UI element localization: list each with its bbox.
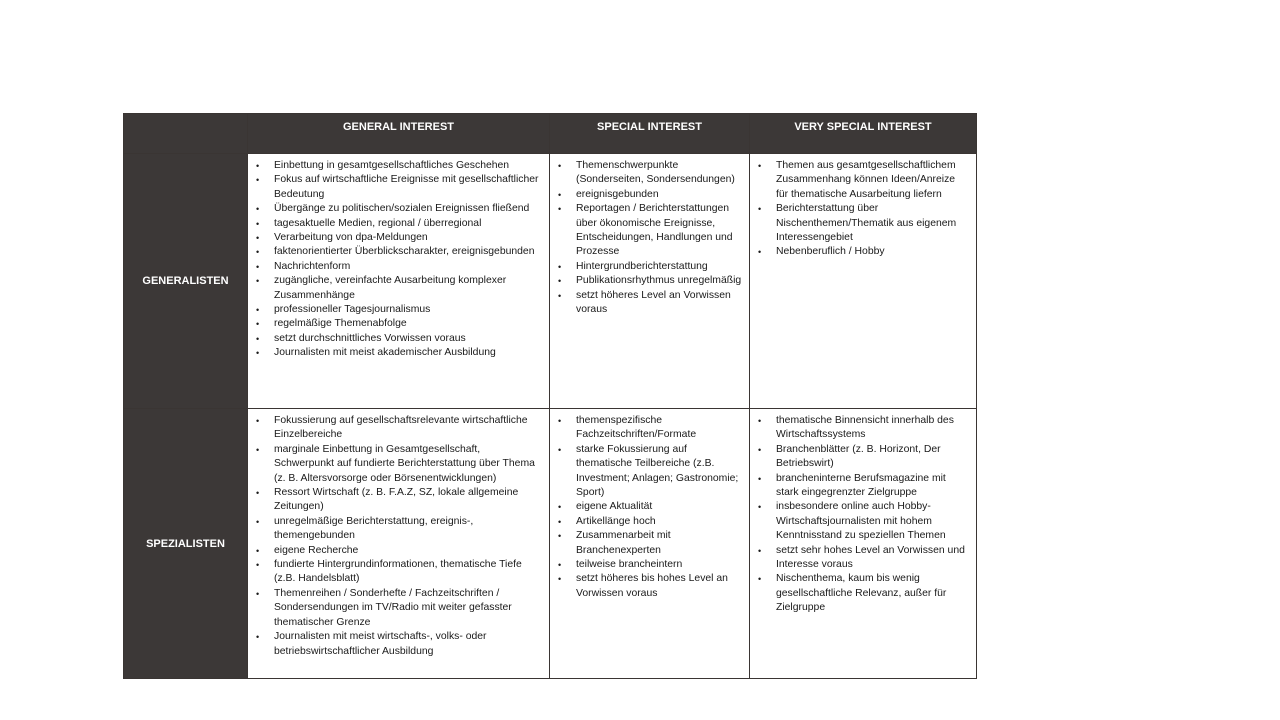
bullet-item: • marginale Einbettung in Gesamtgesellschaft, Schwerpunkt auf fundierte Berichterstattung über Thema (z. B. Altersvorsorge oder Börsenentwicklungen) <box>274 443 543 486</box>
bullet-item: • Themenschwerpunkte (Sonderseiten, Sondersendungen) <box>576 159 743 188</box>
header-row <box>124 114 977 154</box>
bullet-item: • tagesaktuelle Medien, regional / überregional <box>274 217 543 231</box>
bullet-item: • Ressort Wirtschaft (z. B. F.A.Z, SZ, lokale allgemeine Zeitungen) <box>274 486 543 515</box>
cell-spezialisten-very-special <box>750 409 977 679</box>
bullet-item: • setzt sehr hohes Level an Vorwissen und Interesse voraus <box>776 544 970 573</box>
header-general-interest: GENERAL INTEREST <box>248 114 550 154</box>
bullet-item: • insbesondere online auch Hobby-Wirtschaftsjournalisten mit hohem Kenntnisstand zu speziellen Themen <box>776 500 970 543</box>
bullet-item: • eigene Aktualität <box>576 500 743 514</box>
bullet-item: • Übergänge zu politischen/sozialen Ereignissen fließend <box>274 202 543 216</box>
bullet-item: • Hintergrundberichterstattung <box>576 260 743 274</box>
row-label-generalisten: GENERALISTEN <box>124 154 248 409</box>
header-very-special-interest: VERY SPECIAL INTEREST <box>750 114 977 154</box>
bullet-item: • Journalisten mit meist wirtschafts-, volks- oder betriebswirtschaftlicher Ausbildung <box>274 630 543 659</box>
cell-spezialisten-special <box>550 409 750 679</box>
bullet-item: • Journalisten mit meist akademischer Ausbildung <box>274 346 543 360</box>
bullet-item: • starke Fokussierung auf thematische Teilbereiche (z.B. Investment; Anlagen; Gastronomie; Sport) <box>576 443 743 501</box>
bullet-item: • thematische Binnensicht innerhalb des Wirtschaftssystems <box>776 414 970 443</box>
bullet-item: • regelmäßige Themenabfolge <box>274 317 543 331</box>
bullet-item: • eigene Recherche <box>274 544 543 558</box>
bullet-item: • themenspezifische Fachzeitschriften/Formate <box>576 414 743 443</box>
cell-generalisten-general <box>248 154 550 409</box>
bullet-item: • Reportagen / Berichterstattungen über ökonomische Ereignisse, Entscheidungen, Handlungen und Prozesse <box>576 202 743 260</box>
bullet-list <box>550 154 749 317</box>
bullet-item: • Nebenberuflich / Hobby <box>776 245 970 259</box>
bullet-item: • setzt höheres Level an Vorwissen voraus <box>576 289 743 318</box>
bullet-list <box>550 409 749 601</box>
bullet-item: • Einbettung in gesamtgesellschaftliches Geschehen <box>274 159 543 173</box>
bullet-list <box>248 409 549 659</box>
bullet-item: • unregelmäßige Berichterstattung, ereignis-, themengebunden <box>274 515 543 544</box>
cell-spezialisten-general <box>248 409 550 679</box>
row-spezialisten <box>124 409 977 679</box>
bullet-item: • Artikellänge hoch <box>576 515 743 529</box>
bullet-list <box>750 154 976 260</box>
bullet-item: • Themen aus gesamtgesellschaftlichem Zusammenhang können Ideen/Anreize für thematische Ausarbeitung liefern <box>776 159 970 202</box>
bullet-item: • Nachrichtenform <box>274 260 543 274</box>
bullet-item: • fundierte Hintergrundinformationen, thematische Tiefe (z.B. Handelsblatt) <box>274 558 543 587</box>
bullet-item: • Branchenblätter (z. B. Horizont, Der Betriebswirt) <box>776 443 970 472</box>
bullet-item: • Verarbeitung von dpa-Meldungen <box>274 231 543 245</box>
bullet-list <box>750 409 976 616</box>
bullet-item: • faktenorientierter Überblickscharakter, ereignisgebunden <box>274 245 543 259</box>
comparison-table <box>123 113 977 679</box>
header-special-interest: SPECIAL INTEREST <box>550 114 750 154</box>
bullet-item: • professioneller Tagesjournalismus <box>274 303 543 317</box>
bullet-item: • setzt durchschnittliches Vorwissen voraus <box>274 332 543 346</box>
bullet-item: • Fokussierung auf gesellschaftsrelevante wirtschaftliche Einzelbereiche <box>274 414 543 443</box>
corner-cell <box>124 114 248 154</box>
bullet-item: • zugängliche, vereinfachte Ausarbeitung komplexer Zusammenhänge <box>274 274 543 303</box>
bullet-item: • setzt höheres bis hohes Level an Vorwissen voraus <box>576 572 743 601</box>
bullet-item: • Themenreihen / Sonderhefte / Fachzeitschriften / Sondersendungen im TV/Radio mit weiter gefasster thematischer Grenze <box>274 587 543 630</box>
bullet-item: • ereignisgebunden <box>576 188 743 202</box>
bullet-item: • brancheninterne Berufsmagazine mit stark eingegrenzter Zielgruppe <box>776 472 970 501</box>
cell-generalisten-special <box>550 154 750 409</box>
bullet-item: • Zusammenarbeit mit Branchenexperten <box>576 529 743 558</box>
bullet-item: • teilweise brancheintern <box>576 558 743 572</box>
bullet-item: • Berichterstattung über Nischenthemen/Thematik aus eigenem Interessengebiet <box>776 202 970 245</box>
bullet-item: • Publikationsrhythmus unregelmäßig <box>576 274 743 288</box>
bullet-list <box>248 154 549 361</box>
bullet-item: • Fokus auf wirtschaftliche Ereignisse mit gesellschaftlicher Bedeutung <box>274 173 543 202</box>
bullet-item: • Nischenthema, kaum bis wenig gesellschaftliche Relevanz, außer für Zielgruppe <box>776 572 970 615</box>
cell-generalisten-very-special <box>750 154 977 409</box>
row-label-spezialisten: SPEZIALISTEN <box>124 409 248 679</box>
row-generalisten <box>124 154 977 409</box>
